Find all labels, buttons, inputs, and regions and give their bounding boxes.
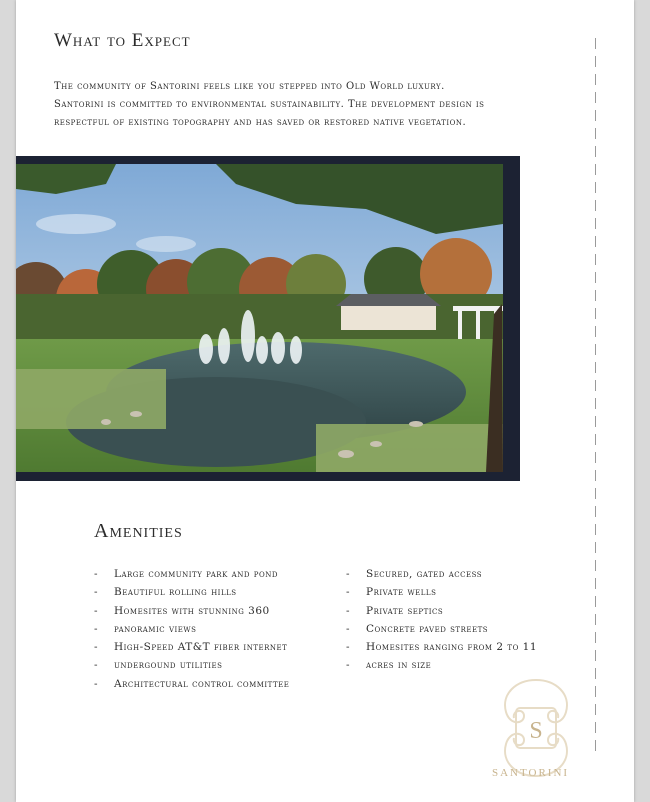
page-title: What to Expect xyxy=(54,30,191,51)
park-pond-photo xyxy=(16,164,503,472)
amenities-list-right xyxy=(346,565,537,675)
amenity-item: - panoramic views xyxy=(94,620,289,638)
intro-line: respectful of existing topography and has saved or restored native vegetation. xyxy=(54,117,467,128)
amenities-heading: Amenities xyxy=(94,520,183,542)
intro-line: Santorini is committed to environmental sustainability. The development design is xyxy=(54,99,485,110)
brand-name: SANTORINI xyxy=(492,767,570,779)
amenity-item: - acres in size xyxy=(346,656,537,674)
amenity-item: - High-Speed AT&T fiber internet xyxy=(94,638,289,656)
page-edge-dashes xyxy=(595,38,597,753)
amenities-list-left xyxy=(94,565,289,693)
amenity-item: - Large community park and pond xyxy=(94,565,289,583)
park-photo-frame xyxy=(16,156,520,481)
intro-paragraph xyxy=(54,78,544,132)
logo-monogram: S xyxy=(529,718,543,744)
amenity-item: - Private septics xyxy=(346,602,537,620)
amenity-item: - Secured, gated access xyxy=(346,565,537,583)
amenity-item: - Homesites with stunning 360 xyxy=(94,602,289,620)
amenity-item: - Beautiful rolling hills xyxy=(94,583,289,601)
pond-fountain-illustration xyxy=(16,164,503,472)
amenity-item: - undergound utilities xyxy=(94,656,289,674)
amenity-item: - Architectural control committee xyxy=(94,675,289,693)
amenity-item: - Private wells xyxy=(346,583,537,601)
brochure-page xyxy=(16,0,634,802)
amenity-item: - Homesites ranging from 2 to 11 xyxy=(346,638,537,656)
amenity-item: - Concrete paved streets xyxy=(346,620,537,638)
intro-line: The community of Santorini feels like you stepped into Old World luxury. xyxy=(54,81,445,92)
